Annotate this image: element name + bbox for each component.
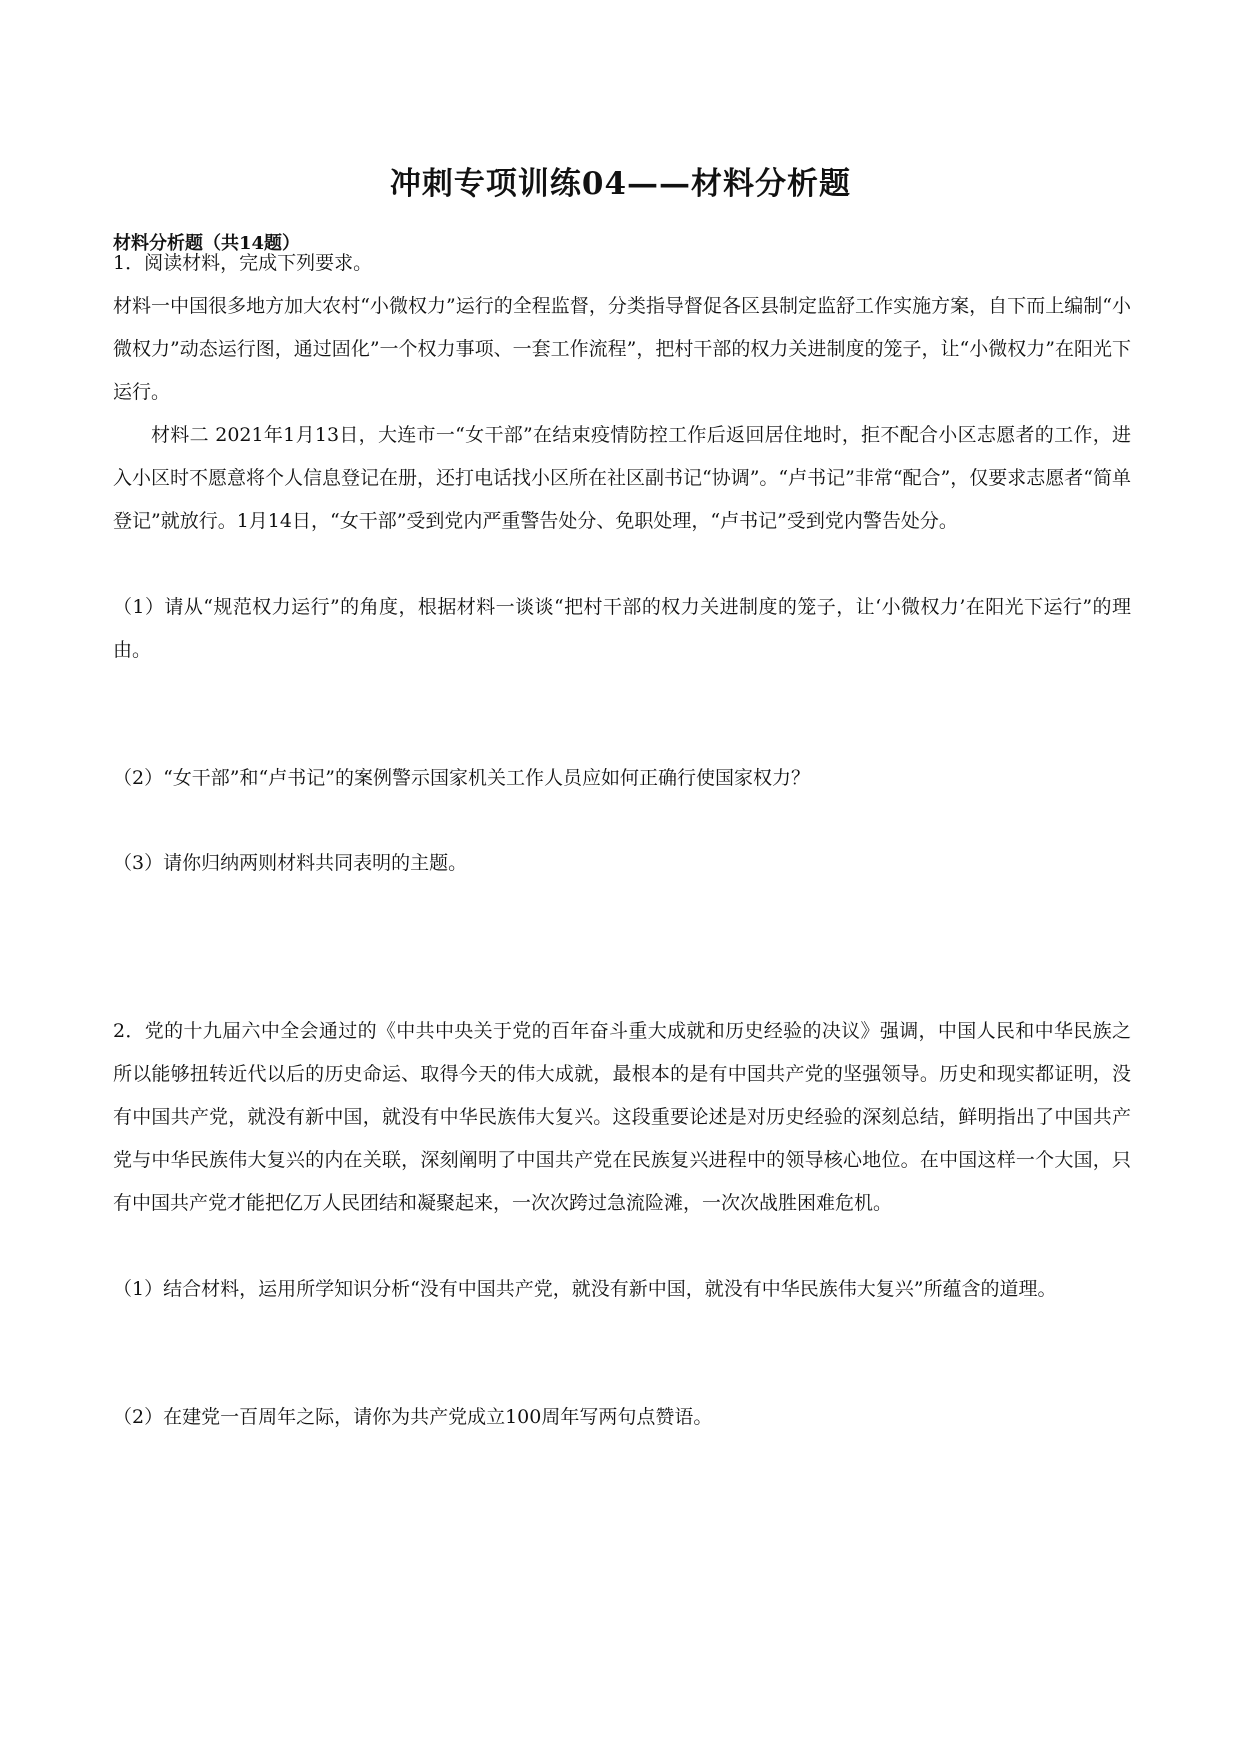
question-1-stem: 1．阅读材料，完成下列要求。 bbox=[113, 252, 373, 274]
question-2-stem: 2．党的十九届六中全会通过的《中共中央关于党的百年奋斗重大成就和历史经验的决议》强调，中国人民和中华民族之所以能够扭转近代以后的历史命运、取得今天的伟大成就，最根本的是有中国共产党的坚强领导。历史和现实都证明，没有中国共产党，就没有新中国，就没有中华民族伟大复兴。这段重要论述是对历史经验的深刻总结，鲜明指出了中国共产党与中华民族伟大复兴的内在关联，深刻阐明了中国共产党在民族复兴进程中的领导核心地位。在中国这样一个大国，只有中国共产党才能把亿万人民团结和凝聚起来，一次次跨过急流险滩，一次次战胜困难危机。 bbox=[113, 1020, 1131, 1214]
question-1-sub-1: （1）请从“规范权力运行”的角度，根据材料一谈谈“把村干部的权力关进制度的笼子，让‘小微权力’在阳光下运行”的理由。 bbox=[113, 596, 1131, 661]
question-1-sub-3: （3）请你归纳两则材料共同表明的主题。 bbox=[113, 852, 468, 874]
question-2-sub-1: （1）结合材料，运用所学知识分析“没有中国共产党，就没有新中国，就没有中华民族伟大复兴”所蕴含的道理。 bbox=[113, 1278, 1057, 1300]
page-title: 冲刺专项训练04——材料分析题 bbox=[389, 166, 852, 202]
question-1-sub-2: （2）“女干部”和“卢书记”的案例警示国家机关工作人员应如何正确行使国家权力？ bbox=[113, 767, 810, 789]
section-heading: 材料分析题（共14题） bbox=[113, 233, 301, 254]
question-1-material-1: 材料一中国很多地方加大农村“小微权力”运行的全程监督，分类指导督促各区县制定监舒工作实施方案，自下而上编制“小微权力”动态运行图，通过固化”一个权力事项、一套工作流程”，把村干部的权力关进制度的笼子，让“小微权力”在阳光下运行。 bbox=[113, 295, 1131, 403]
question-1-material-2: 材料二 2021年1月13日，大连市一“女干部”在结束疫情防控工作后返回居住地时，拒不配合小区志愿者的工作，进入小区时不愿意将个人信息登记在册，还打电话找小区所在社区副书记“协调”。“卢书记”非常“配合”，仅要求志愿者“简单登记”就放行。1月14日，“女干部”受到党内严重警告处分、免职处理，“卢书记”受到党内警告处分。 bbox=[113, 424, 1131, 532]
question-2-sub-2: （2）在建党一百周年之际，请你为共产党成立100周年写两句点赞语。 bbox=[113, 1406, 713, 1428]
